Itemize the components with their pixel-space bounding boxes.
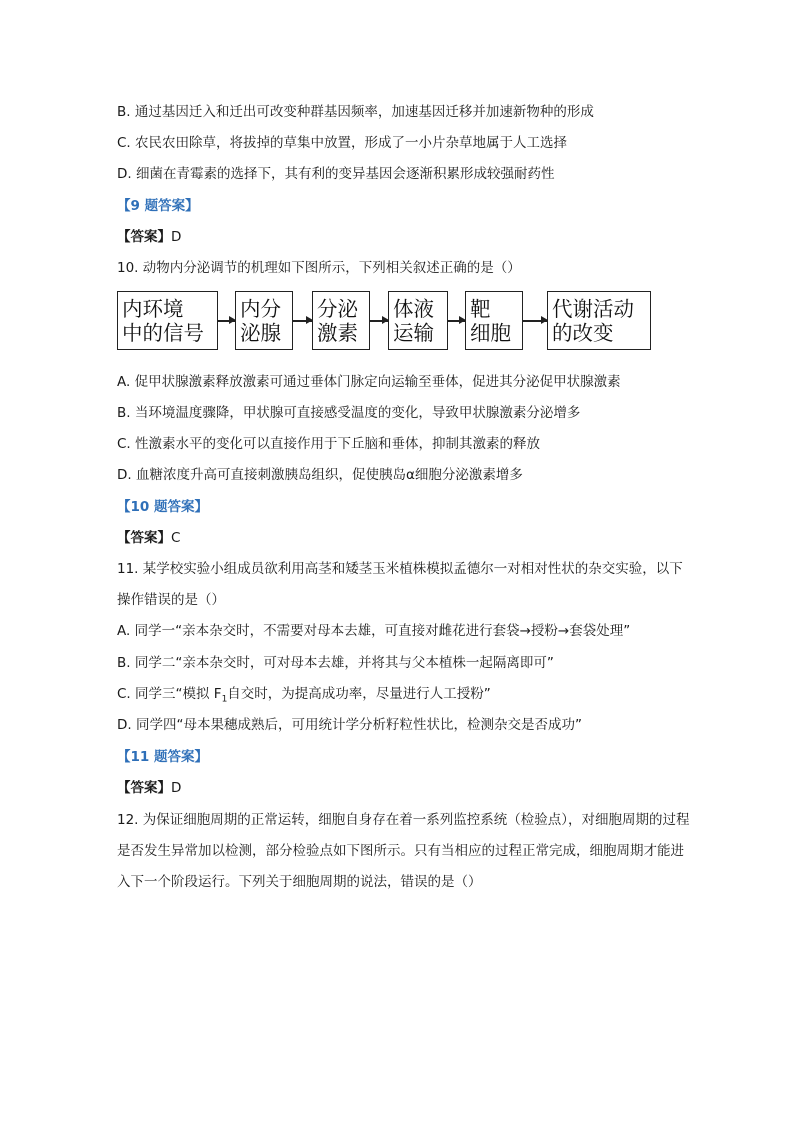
answer-label: 【答案】 xyxy=(117,780,171,796)
flow-arrow xyxy=(523,320,547,322)
q10-option-a: A. 促甲状腺激素释放激素可通过垂体门脉定向运输至垂体，促进其分泌促甲状腺激素 xyxy=(117,374,621,390)
subscript: 1 xyxy=(221,694,228,705)
q11-answer-tag: 【11 题答案】 xyxy=(117,749,208,765)
q11-option-c xyxy=(117,685,491,709)
flow-arrow xyxy=(218,320,235,322)
q10-answer xyxy=(117,529,180,547)
flow-box-line: 激素 xyxy=(317,320,358,345)
answer-label: 【答案】 xyxy=(117,229,171,245)
answer-value: D xyxy=(171,229,182,245)
q8-option-b: B. 通过基因迁入和迁出可改变种群基因频率，加速基因迁移并加速新物种的形成 xyxy=(117,104,594,120)
flow-box-line: 泌腺 xyxy=(240,320,281,345)
flow-box-gland xyxy=(235,291,293,350)
option-text: 自交时，为提高成功率，尽量进行人工授粉” xyxy=(227,686,491,702)
flow-box-line: 内环境 xyxy=(122,296,184,321)
flow-arrow xyxy=(448,320,465,322)
q9-answer-tag: 【9 题答案】 xyxy=(117,198,199,214)
q11-stem-line-2: 操作错误的是（） xyxy=(117,592,225,608)
q10-answer-tag: 【10 题答案】 xyxy=(117,499,208,515)
answer-value: C xyxy=(171,530,181,546)
endocrine-flowchart xyxy=(117,291,657,352)
q10-option-b: B. 当环境温度骤降，甲状腺可直接感受温度的变化，导致甲状腺激素分泌增多 xyxy=(117,405,581,421)
q12-stem-line-3: 入下一个阶段运行。下列关于细胞周期的说法，错误的是（） xyxy=(117,874,482,890)
option-text: C. 同学三“模拟 F xyxy=(117,686,222,702)
flow-box-signal xyxy=(117,291,218,350)
flow-box-line: 运输 xyxy=(393,320,434,345)
q9-answer xyxy=(117,228,181,246)
q8-option-d: D. 细菌在青霉素的选择下，其有利的变异基因会逐渐积累形成较强耐药性 xyxy=(117,166,555,182)
q11-option-a: A. 同学一“亲本杂交时，不需要对母本去雄，可直接对雌花进行套袋→授粉→套袋处理” xyxy=(117,623,631,639)
q11-stem-line-1: 11. 某学校实验小组成员欲利用高茎和矮茎玉米植株模拟孟德尔一对相对性状的杂交实验，以下 xyxy=(117,561,683,577)
q10-option-d: D. 血糖浓度升高可直接刺激胰岛组织，促使胰岛α细胞分泌激素增多 xyxy=(117,467,523,483)
flow-arrow xyxy=(293,320,312,322)
flow-box-hormone xyxy=(312,291,370,350)
flow-box-target-cell xyxy=(465,291,523,350)
q11-option-b: B. 同学二“亲本杂交时，可对母本去雄，并将其与父本植株一起隔离即可” xyxy=(117,655,554,671)
q11-option-d: D. 同学四“母本果穗成熟后，可用统计学分析籽粒性状比，检测杂交是否成功” xyxy=(117,717,582,733)
flow-box-line: 分泌 xyxy=(317,296,358,321)
q10-option-c: C. 性激素水平的变化可以直接作用于下丘脑和垂体，抑制其激素的释放 xyxy=(117,436,541,452)
flow-box-transport xyxy=(388,291,448,350)
q11-answer xyxy=(117,779,181,797)
flow-arrow xyxy=(370,320,388,322)
q12-stem-line-1: 12. 为保证细胞周期的正常运转，细胞自身存在着一系列监控系统（检验点），对细胞周期的过程 xyxy=(117,812,690,828)
q8-option-c: C. 农民农田除草，将拔掉的草集中放置，形成了一小片杂草地属于人工选择 xyxy=(117,135,568,151)
answer-label: 【答案】 xyxy=(117,530,171,546)
flow-box-line: 中的信号 xyxy=(122,320,204,345)
flow-box-metabolism xyxy=(547,291,651,350)
flow-box-line: 内分 xyxy=(240,296,281,321)
flow-box-line: 的改变 xyxy=(552,320,614,345)
flow-box-line: 代谢活动 xyxy=(552,296,634,321)
q10-stem: 10. 动物内分泌调节的机理如下图所示，下列相关叙述正确的是（） xyxy=(117,260,521,276)
q12-stem-line-2: 是否发生异常加以检测，部分检验点如下图所示。只有当相应的过程正常完成，细胞周期才能进 xyxy=(117,843,684,859)
flow-box-line: 靶 xyxy=(470,296,491,321)
flow-box-line: 体液 xyxy=(393,296,434,321)
flow-box-line: 细胞 xyxy=(470,320,511,345)
answer-value: D xyxy=(171,780,182,796)
